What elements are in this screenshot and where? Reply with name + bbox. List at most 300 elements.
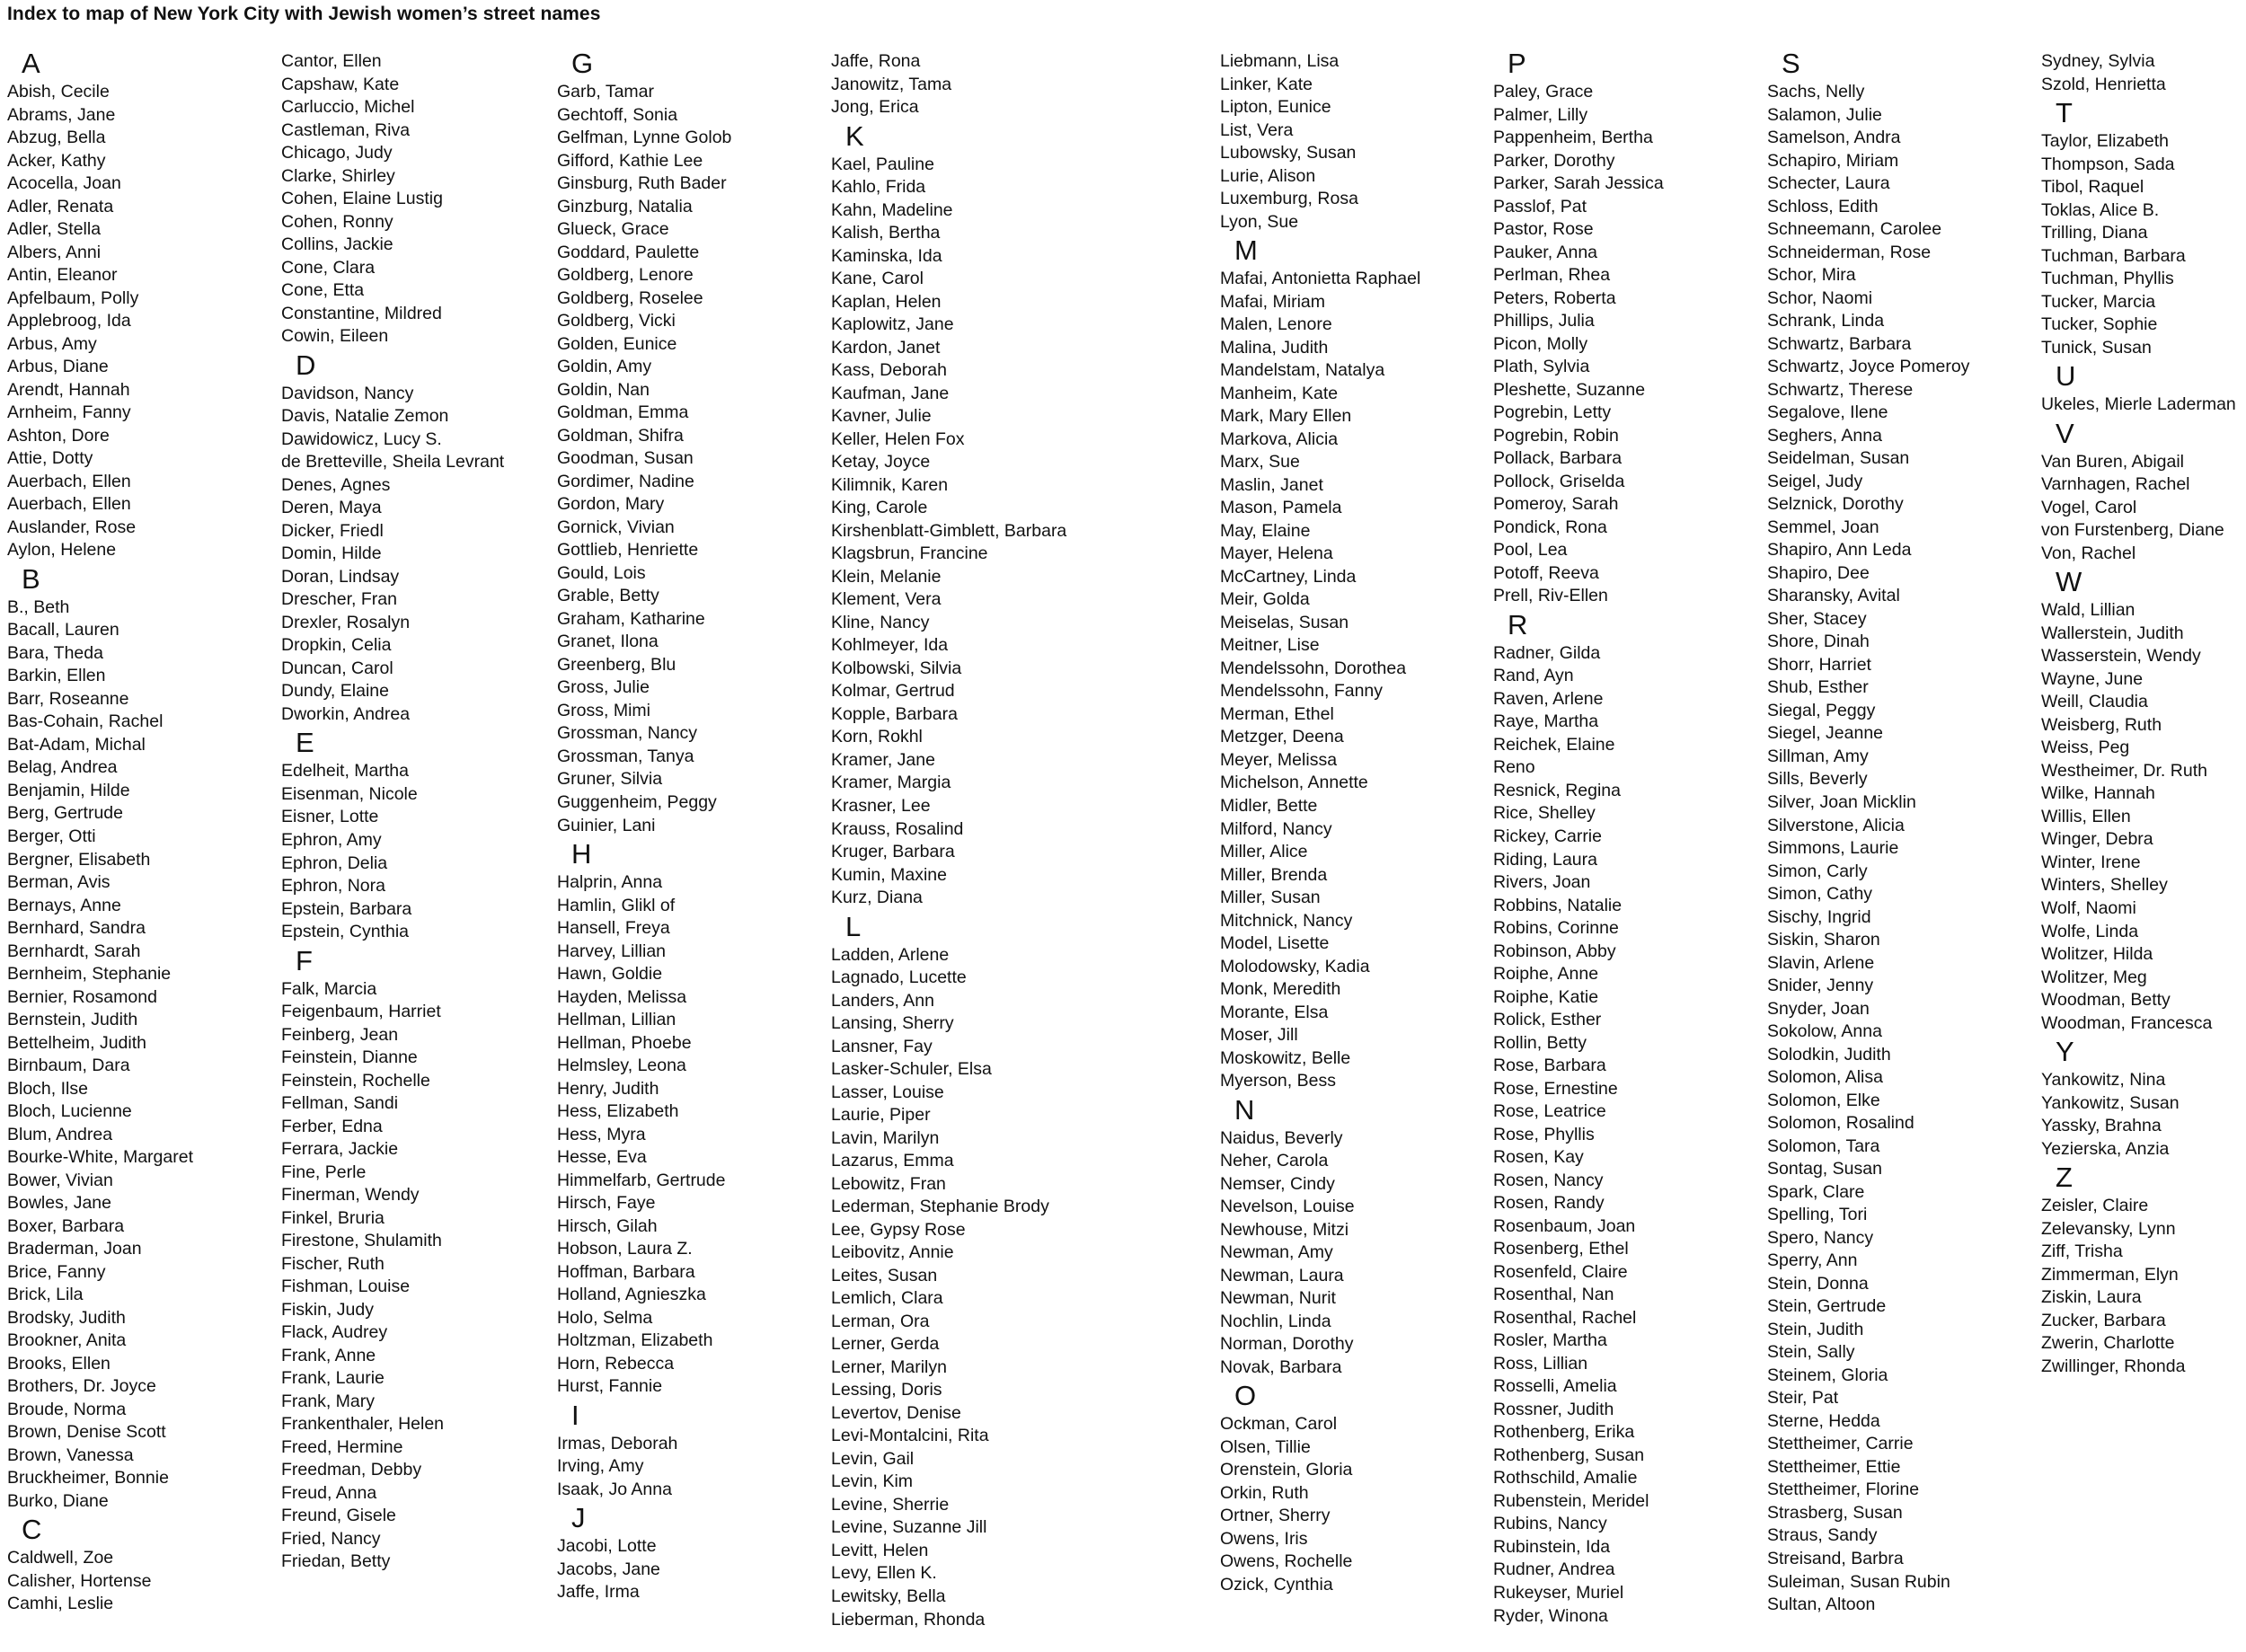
name-entry: Harvey, Lillian [557,941,667,961]
name-entry: Finerman, Wendy [281,1185,420,1206]
name-entry: Clarke, Shirley [281,165,395,186]
name-entry: Finkel, Bruria [281,1207,385,1228]
name-entry: Pollack, Barbara [1493,448,1623,469]
name-entry: Ladden, Arlene [831,944,950,965]
name-entry: Applebroog, Ida [7,311,131,331]
name-entry: Grossman, Nancy [557,723,698,744]
name-entry: Dawidowicz, Lucy S. [281,428,442,449]
name-entry: Kael, Pauline [831,154,934,174]
name-entry: Dundy, Elaine [281,681,389,702]
name-entry: Eisenman, Nicole [281,783,418,804]
name-entry: Brick, Lila [7,1285,84,1305]
name-entry: Luxemburg, Rosa [1220,189,1358,209]
name-entry: Michelson, Annette [1220,773,1368,793]
name-entry: Kirshenblatt-Gimblett, Barbara [831,520,1067,541]
name-entry: Rothenberg, Erika [1493,1422,1635,1443]
name-entry: Rice, Shelley [1493,803,1596,824]
name-entry: Myerson, Bess [1220,1071,1336,1091]
name-entry: Spelling, Tori [1767,1205,1868,1225]
name-entry: Deren, Maya [281,498,382,518]
name-entry: Holtzman, Elizabeth [557,1330,713,1351]
section-letter: U [2056,360,2076,393]
name-entry: Wallerstein, Judith [2041,623,2184,643]
name-entry: Vogel, Carol [2041,497,2137,517]
name-entry: Mafai, Antonietta Raphael [1220,269,1421,289]
name-entry: Edelheit, Martha [281,761,409,782]
name-entry: Bowles, Jane [7,1193,111,1214]
name-entry: Tuchman, Phyllis [2041,269,2174,289]
name-entry: Winter, Irene [2041,852,2141,872]
name-entry: Frank, Laurie [281,1368,385,1389]
name-entry: Pleshette, Suzanne [1493,379,1646,400]
name-entry: Zelevansky, Lynn [2041,1218,2176,1239]
name-entry: Passlof, Pat [1493,196,1587,216]
index-column-4 [831,50,1066,1631]
name-entry: Gruner, Silvia [557,769,663,790]
name-entry: Shub, Esther [1767,677,1869,698]
name-entry: Feinberg, Jean [281,1024,399,1045]
section-letter: Z [2056,1162,2073,1194]
name-entry: Wolf, Naomi [2041,897,2136,918]
name-entry: Sischy, Ingrid [1767,906,1871,927]
name-entry: Birnbaum, Dara [7,1056,130,1076]
section-letter: H [571,838,592,870]
name-entry: Antin, Eleanor [7,265,118,286]
name-entry: Manheim, Kate [1220,383,1339,403]
name-entry: Guggenheim, Peggy [557,791,717,812]
name-entry: Schecter, Laura [1767,173,1890,194]
name-entry: Gornick, Vivian [557,517,675,537]
name-entry: Zwillinger, Rhonda [2041,1356,2186,1376]
index-column-7 [1767,47,1969,1617]
name-entry: Kramer, Margia [831,773,951,793]
name-entry: Radner, Gilda [1493,642,1601,663]
name-entry: Trilling, Diana [2041,223,2148,243]
name-entry: Lazarus, Emma [831,1151,954,1171]
name-entry: Hirsch, Gilah [557,1215,658,1236]
name-entry: Halprin, Anna [557,872,663,893]
name-entry: Roiphe, Katie [1493,986,1599,1007]
name-entry: Attie, Dotty [7,448,93,469]
name-entry: Miller, Susan [1220,888,1321,908]
name-entry: Pauker, Anna [1493,242,1598,262]
name-entry: Olsen, Tillie [1220,1436,1311,1457]
name-entry: Cohen, Ronny [281,211,393,232]
name-entry: Mayer, Helena [1220,543,1333,564]
name-entry: Benjamin, Hilde [7,780,130,800]
name-entry: Golden, Eunice [557,333,677,354]
name-entry: Siskin, Sharon [1767,930,1880,950]
name-entry: Tunick, Susan [2041,337,2152,358]
name-entry: Shapiro, Ann Leda [1767,540,1912,561]
name-entry: Linker, Kate [1220,74,1313,94]
name-entry: Rolick, Esther [1493,1010,1602,1030]
name-entry: Phillips, Julia [1493,311,1595,331]
section-letter: O [1234,1380,1257,1412]
name-entry: McCartney, Linda [1220,566,1357,587]
name-entry: Goldberg, Lenore [557,265,694,286]
name-entry: Lipton, Eunice [1220,97,1331,118]
name-entry: Kline, Nancy [831,612,930,632]
name-entry: Abish, Cecile [7,82,110,102]
name-entry: Winger, Debra [2041,829,2153,850]
name-entry: Keller, Helen Fox [831,428,965,449]
name-entry: Henry, Judith [557,1078,659,1099]
name-entry: Kruger, Barbara [831,842,955,862]
name-entry: Schrank, Linda [1767,311,1885,331]
name-entry: Goldberg, Roselee [557,287,703,308]
name-entry: Hamlin, Glikl of [557,895,676,915]
name-entry: Braderman, Joan [7,1239,142,1259]
name-entry: Shore, Dinah [1767,632,1870,652]
name-entry: Rukeyser, Muriel [1493,1583,1624,1603]
name-entry: Stettheimer, Ettie [1767,1456,1901,1477]
name-entry: Ukeles, Mierle Laderman [2041,394,2236,415]
name-entry: Denes, Agnes [281,474,391,495]
section-letter: K [845,119,864,152]
name-entry: Rosenthal, Rachel [1493,1307,1637,1328]
name-entry: Levertov, Denise [831,1402,961,1423]
name-entry: Sachs, Nelly [1767,82,1865,102]
index-column-8 [2041,50,2236,1378]
name-entry: Mitchnick, Nancy [1220,910,1353,931]
name-entry: Brodsky, Judith [7,1307,126,1328]
name-entry: Friedan, Betty [281,1551,391,1572]
name-entry: Von, Rachel [2041,543,2136,563]
name-entry: Arendt, Hannah [7,379,130,400]
name-entry: Cohen, Elaine Lustig [281,189,443,209]
name-entry: Kilimnik, Karen [831,474,949,495]
name-entry: Ephron, Amy [281,829,382,850]
name-entry: Bernier, Rosamond [7,986,157,1007]
index-column-5 [1220,50,1420,1596]
name-entry: Fried, Nancy [281,1528,381,1549]
name-entry: Hellman, Phoebe [557,1032,692,1053]
name-entry: Snider, Jenny [1767,976,1874,996]
name-entry: Streisand, Barbra [1767,1549,1904,1568]
name-entry: Parker, Dorothy [1493,150,1615,171]
name-entry: Schloss, Edith [1767,196,1879,216]
name-entry: Gechtoff, Sonia [557,104,678,125]
name-entry: Lansing, Sherry [831,1013,954,1034]
name-entry: Prell, Riv-Ellen [1493,586,1608,606]
name-entry: Orenstein, Gloria [1220,1460,1353,1480]
name-entry: Isaak, Jo Anna [557,1479,672,1499]
name-entry: Pool, Lea [1493,540,1568,561]
name-entry: Freed, Hermine [281,1436,403,1457]
name-entry: Berger, Otti [7,826,96,846]
name-entry: Arbus, Amy [7,333,97,354]
name-entry: Paley, Grace [1493,82,1594,102]
name-entry: Laurie, Piper [831,1105,931,1126]
name-entry: Ozick, Cynthia [1220,1574,1333,1595]
name-entry: Berg, Gertrude [7,803,123,824]
name-entry: Feinstein, Rochelle [281,1070,430,1091]
section-letter: W [2056,566,2082,598]
name-entry: Strasberg, Susan [1767,1502,1903,1523]
name-entry: Rose, Barbara [1493,1056,1606,1076]
name-entry: Kane, Carol [831,269,924,289]
name-entry: Lasker-Schuler, Elsa [831,1059,992,1080]
name-entry: Hirsch, Faye [557,1193,656,1214]
name-entry: Brookner, Anita [7,1330,127,1351]
name-entry: Hellman, Lillian [557,1010,676,1030]
name-entry: Doran, Lindsay [281,566,400,587]
name-entry: Rosenthal, Nan [1493,1285,1614,1305]
name-entry: Holland, Agnieszka [557,1285,706,1305]
name-entry: Fellman, Sandi [281,1093,399,1114]
name-entry: Zwerin, Charlotte [2041,1333,2175,1354]
name-entry: Fischer, Ruth [281,1253,385,1274]
name-entry: Snyder, Joan [1767,998,1870,1019]
name-entry: Weill, Claudia [2041,692,2148,712]
section-letter: J [571,1502,586,1534]
name-entry: Barkin, Ellen [7,666,106,686]
name-entry: Rosen, Kay [1493,1147,1584,1168]
name-entry: Goddard, Paulette [557,242,700,262]
name-entry: Newman, Nurit [1220,1288,1336,1309]
name-entry: Toklas, Alice B. [2041,199,2160,220]
name-entry: Wolitzer, Meg [2041,967,2147,987]
name-entry: Mason, Pamela [1220,498,1342,518]
name-entry: Klein, Melanie [831,566,942,587]
name-entry: List, Vera [1220,119,1294,140]
name-entry: Epstein, Cynthia [281,922,409,942]
name-entry: Davis, Natalie Zemon [281,406,449,427]
name-entry: Miller, Alice [1220,842,1308,862]
name-entry: Stein, Gertrude [1767,1296,1887,1317]
name-entry: Lessing, Doris [831,1380,942,1400]
name-entry: Pastor, Rose [1493,219,1594,240]
name-entry: Schwartz, Barbara [1767,333,1912,354]
name-entry: Kaminska, Ida [831,245,942,266]
name-entry: Glueck, Grace [557,219,669,240]
name-entry: Rosler, Martha [1493,1330,1607,1351]
name-entry: Varnhagen, Rachel [2041,474,2190,495]
name-entry: Resnick, Regina [1493,780,1621,800]
name-entry: Lasser, Louise [831,1082,944,1102]
name-entry: Davidson, Nancy [281,383,414,403]
name-entry: Rosselli, Amelia [1493,1376,1617,1397]
name-entry: Bloch, Lucienne [7,1101,132,1122]
name-entry: Horn, Rebecca [557,1353,675,1374]
name-entry: Nochlin, Linda [1220,1311,1331,1331]
name-entry: Levine, Suzanne Jill [831,1517,987,1538]
name-entry: Dworkin, Andrea [281,703,411,724]
name-entry: Schneiderman, Rose [1767,242,1932,262]
name-entry: Tucker, Marcia [2041,291,2156,312]
name-entry: Helmsley, Leona [557,1056,686,1076]
name-entry: Riding, Laura [1493,849,1597,870]
name-entry: Bergner, Elisabeth [7,849,151,870]
name-entry: Arnheim, Fanny [7,402,131,423]
name-entry: Tucker, Sophie [2041,314,2158,335]
name-entry: Caldwell, Zoe [7,1548,114,1568]
name-entry: Freud, Anna [281,1482,377,1503]
name-entry: Meyer, Melissa [1220,749,1338,770]
name-entry: Wald, Lillian [2041,600,2135,621]
name-entry: Capshaw, Kate [281,74,400,94]
name-entry: Metzger, Deena [1220,727,1344,747]
name-entry: Irving, Amy [557,1456,644,1477]
name-entry: Gould, Lois [557,562,646,583]
name-entry: Solomon, Alisa [1767,1067,1883,1088]
name-entry: Hawn, Goldie [557,964,663,985]
name-entry: Jaffe, Irma [557,1582,640,1603]
name-entry: Owens, Iris [1220,1528,1308,1549]
name-entry: Sterne, Hedda [1767,1410,1880,1431]
name-entry: Pomeroy, Sarah [1493,494,1619,515]
name-entry: Ferrara, Jackie [281,1139,399,1160]
name-entry: Ferber, Edna [281,1116,383,1136]
name-entry: Arbus, Diane [7,357,109,377]
name-entry: Acker, Kathy [7,150,106,171]
name-entry: Goodman, Susan [557,448,694,469]
name-entry: Hess, Myra [557,1124,646,1144]
name-entry: Holo, Selma [557,1307,653,1328]
name-entry: Woodman, Francesca [2041,1012,2213,1033]
name-entry: Greenberg, Blu [557,654,676,675]
section-letter: D [296,349,316,381]
name-entry: Schor, Naomi [1767,287,1873,308]
name-entry: Siegal, Peggy [1767,700,1876,720]
name-entry: Sperry, Ann [1767,1250,1858,1271]
name-entry: Landers, Ann [831,990,934,1011]
name-entry: Rosen, Randy [1493,1193,1605,1214]
name-entry: Grossman, Tanya [557,746,694,766]
name-entry: Adler, Stella [7,219,102,240]
name-entry: Sharansky, Avital [1767,586,1900,606]
name-entry: Camhi, Leslie [7,1594,114,1614]
name-entry: Kumin, Maxine [831,864,947,885]
name-entry: Himmelfarb, Gertrude [557,1170,726,1190]
name-entry: Solodkin, Judith [1767,1044,1891,1065]
name-entry: Frank, Anne [281,1345,376,1365]
name-entry: Goldman, Emma [557,402,689,423]
name-entry: Raye, Martha [1493,711,1599,732]
name-entry: Stein, Sally [1767,1342,1855,1363]
name-entry: Eisner, Lotte [281,807,379,827]
name-entry: Guinier, Lani [557,815,656,835]
name-entry: Newman, Amy [1220,1242,1333,1263]
section-letter: I [571,1399,579,1431]
name-entry: Frankenthaler, Helen [281,1414,445,1435]
name-entry: Weisberg, Ruth [2041,714,2162,735]
name-entry: Levy, Ellen K. [831,1563,937,1584]
name-entry: Pondick, Rona [1493,517,1607,537]
index-column-2 [281,50,504,1574]
name-entry: Rosenbaum, Joan [1493,1215,1636,1236]
name-entry: Seigel, Judy [1767,471,1863,491]
name-entry: Naidus, Beverly [1220,1127,1343,1148]
name-entry: Solomon, Elke [1767,1090,1880,1110]
name-entry: Berman, Avis [7,872,111,893]
name-entry: Ashton, Dore [7,425,110,446]
name-entry: Burko, Diane [7,1490,109,1511]
name-entry: Stein, Judith [1767,1319,1864,1339]
name-entry: Kahlo, Frida [831,177,926,198]
section-letter: V [2056,417,2074,449]
name-entry: Lee, Gypsy Rose [831,1219,966,1240]
name-entry: Kass, Deborah [831,360,947,381]
name-entry: Samelson, Andra [1767,128,1901,148]
name-entry: Shorr, Harriet [1767,654,1871,675]
name-entry: Lebowitz, Fran [831,1173,946,1194]
name-entry: Goldin, Nan [557,379,650,400]
name-entry: Drexler, Rosalyn [281,612,411,632]
name-entry: Mendelssohn, Fanny [1220,681,1384,702]
name-entry: Garb, Tamar [557,82,655,102]
section-letter: T [2056,97,2073,129]
name-entry: Meiselas, Susan [1220,612,1349,632]
name-entry: Mandelstam, Natalya [1220,360,1385,381]
name-entry: Schwartz, Joyce Pomeroy [1767,357,1970,377]
name-entry: Ross, Lillian [1493,1353,1588,1374]
name-entry: Stettheimer, Florine [1767,1480,1920,1500]
name-entry: Korn, Rokhl [831,727,923,747]
name-entry: Bourke-White, Margaret [7,1147,193,1168]
name-entry: Yankowitz, Nina [2041,1070,2166,1091]
index-column-6 [1493,47,1664,1628]
name-entry: Willis, Ellen [2041,806,2131,826]
name-entry: Frank, Mary [281,1391,376,1411]
name-entry: Simon, Carly [1767,861,1868,881]
name-entry: Zeisler, Claire [2041,1196,2149,1216]
name-entry: Graham, Katharine [557,608,705,629]
name-entry: Suleiman, Susan Rubin [1767,1571,1950,1592]
name-entry: Parker, Sarah Jessica [1493,173,1664,194]
name-entry: Sydney, Sylvia [2041,51,2155,71]
name-entry: Dropkin, Celia [281,635,392,656]
name-entry: Meir, Golda [1220,589,1310,610]
name-entry: Fine, Perle [281,1162,367,1182]
section-letter: M [1234,234,1258,267]
name-entry: Hansell, Freya [557,918,670,939]
section-letter: G [571,48,594,79]
name-entry: Krauss, Rosalind [831,818,964,839]
name-entry: Solomon, Rosalind [1767,1113,1914,1134]
name-entry: Bat-Adam, Michal [7,734,146,755]
name-entry: Feinstein, Dianne [281,1047,418,1068]
name-entry: Silverstone, Alicia [1767,815,1905,835]
name-entry: Silver, Joan Micklin [1767,791,1916,812]
page-title: Index to map of New York City with Jewish women’s street names [7,4,601,24]
name-entry: Pogrebin, Letty [1493,402,1612,423]
name-entry: Lansner, Fay [831,1036,933,1056]
name-entry: Schor, Mira [1767,265,1856,286]
name-entry: Chicago, Judy [281,143,393,163]
name-entry: Gross, Mimi [557,700,650,720]
name-entry: Leites, Susan [831,1265,938,1285]
name-entry: Hoffman, Barbara [557,1261,695,1282]
name-entry: Kopple, Barbara [831,703,958,724]
name-entry: Spero, Nancy [1767,1227,1874,1248]
name-entry: Rubenstein, Meridel [1493,1490,1649,1511]
section-letter: L [845,910,862,942]
name-entry: Salamon, Julie [1767,104,1882,125]
name-entry: Gordimer, Nadine [557,471,694,491]
name-entry: Palmer, Lilly [1493,104,1588,125]
name-entry: Semmel, Joan [1767,517,1879,537]
name-entry: Lieberman, Rhonda [831,1609,986,1630]
name-entry: Lederman, Stephanie Brody [831,1197,1049,1217]
name-entry: Krasner, Lee [831,795,931,816]
name-entry: Auerbach, Ellen [7,494,131,515]
name-entry: Monk, Meredith [1220,979,1341,1000]
name-entry: Kaufman, Jane [831,383,950,403]
name-entry: Barr, Roseanne [7,688,129,709]
name-entry: Castleman, Riva [281,119,411,140]
